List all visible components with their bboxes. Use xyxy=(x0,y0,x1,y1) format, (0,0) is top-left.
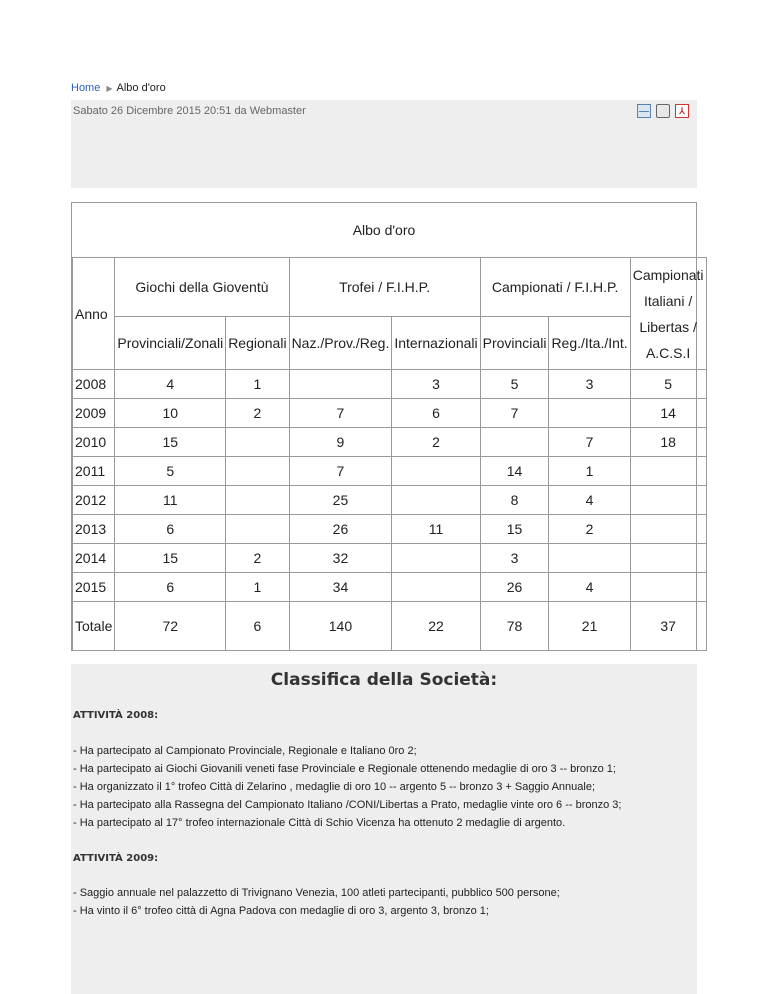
table-cell: 8 xyxy=(480,486,549,515)
year-cell: 2011 xyxy=(73,457,115,486)
breadcrumb-home-link[interactable]: Home xyxy=(71,82,101,94)
table-cell: 4 xyxy=(115,370,226,399)
group-header: Campionati / F.I.H.P. xyxy=(480,258,630,317)
table-cell: 2 xyxy=(392,428,480,457)
table-cell xyxy=(630,573,706,602)
list-item: - Ha partecipato al Campionato Provinciale, Regionale e Italiano 0ro 2; xyxy=(73,745,417,757)
table-cell: 7 xyxy=(480,399,549,428)
table-cell: 2 xyxy=(549,515,630,544)
sub-header: Reg./Ita./Int. xyxy=(549,317,630,370)
table-row xyxy=(73,515,707,544)
table-cell: 7 xyxy=(549,428,630,457)
section-2009-list xyxy=(73,884,560,920)
table-cell: 5 xyxy=(630,370,706,399)
year-cell: 2012 xyxy=(73,486,115,515)
table-cell: 26 xyxy=(289,515,392,544)
year-cell: 2008 xyxy=(73,370,115,399)
table-cell: 7 xyxy=(289,457,392,486)
table-cell xyxy=(289,370,392,399)
albo-title: Albo d'oro xyxy=(72,203,696,258)
table-row xyxy=(73,428,707,457)
breadcrumb-arrow-icon: ▶ xyxy=(106,84,113,93)
albo-doro-box xyxy=(71,202,704,651)
table-cell: 3 xyxy=(480,544,549,573)
table-cell: 11 xyxy=(392,515,480,544)
year-cell: 2010 xyxy=(73,428,115,457)
table-cell: 3 xyxy=(549,370,630,399)
table-cell: 6 xyxy=(115,515,226,544)
list-item: - Ha vinto il 6° trofeo città di Agna Padova con medaglie di oro 3, argento 3, bronzo 1; xyxy=(73,905,489,917)
total-label: Totale xyxy=(73,602,115,651)
sub-header: Provinciali/Zonali xyxy=(115,317,226,370)
sub-header: Regionali xyxy=(226,317,289,370)
table-cell xyxy=(630,457,706,486)
table-cell: 25 xyxy=(289,486,392,515)
albo-table-body xyxy=(73,370,707,602)
table-cell: 5 xyxy=(115,457,226,486)
table-cell: 15 xyxy=(115,544,226,573)
table-cell xyxy=(549,399,630,428)
table-cell: 18 xyxy=(630,428,706,457)
table-cell xyxy=(226,515,289,544)
year-cell: 2009 xyxy=(73,399,115,428)
list-item: - Ha partecipato al 17° trofeo internazionale Città di Schio Vicenza ha ottenuto 2 medaglie di argento. xyxy=(73,817,566,829)
total-cell: 37 xyxy=(630,602,706,651)
total-cell: 78 xyxy=(480,602,549,651)
table-cell: 9 xyxy=(289,428,392,457)
total-cell: 6 xyxy=(226,602,289,651)
list-item: - Ha partecipato alla Rassegna del Campionato Italiano /CONI/Libertas a Prato, medaglie vinte oro 6 -- bronzo 3; xyxy=(73,799,622,811)
anno-header: Anno xyxy=(73,258,115,370)
table-cell: 34 xyxy=(289,573,392,602)
table-cell: 4 xyxy=(549,573,630,602)
list-item: - Ha organizzato il 1° trofeo Città di Zelarino , medaglie di oro 10 -- argento 5 -- bronzo 3 + Saggio Annuale; xyxy=(73,781,595,793)
albo-table xyxy=(72,257,707,651)
table-row xyxy=(73,399,707,428)
sub-header: Naz./Prov./Reg. xyxy=(289,317,392,370)
table-cell xyxy=(549,544,630,573)
sub-header: Provinciali xyxy=(480,317,549,370)
group-header: Campionati Italiani / Libertas / A.C.S.I xyxy=(630,258,706,370)
section-heading: ATTIVITÀ 2008: xyxy=(73,710,159,721)
sub-header: Internazionali xyxy=(392,317,480,370)
list-item: - Ha partecipato ai Giochi Giovanili veneti fase Provinciale e Regionale ottenendo medaglie di oro 3 -- bronzo 1; xyxy=(73,763,616,775)
table-cell: 10 xyxy=(115,399,226,428)
group-header: Trofei / F.I.H.P. xyxy=(289,258,480,317)
group-header: Giochi della Gioventù xyxy=(115,258,289,317)
table-cell: 14 xyxy=(480,457,549,486)
table-cell xyxy=(392,457,480,486)
pdf-icon[interactable]: ⅄ xyxy=(675,104,689,118)
article-tools xyxy=(637,104,689,118)
table-cell: 1 xyxy=(226,370,289,399)
table-cell xyxy=(392,544,480,573)
table-row xyxy=(73,573,707,602)
breadcrumb xyxy=(71,82,697,94)
table-cell: 32 xyxy=(289,544,392,573)
table-cell xyxy=(392,573,480,602)
table-cell xyxy=(226,428,289,457)
table-cell xyxy=(392,486,480,515)
table-cell: 14 xyxy=(630,399,706,428)
table-cell: 5 xyxy=(480,370,549,399)
table-cell xyxy=(630,544,706,573)
breadcrumb-current: Albo d'oro xyxy=(116,82,166,94)
classifica-section xyxy=(71,664,697,994)
empty-content-box xyxy=(71,122,697,188)
total-cell: 21 xyxy=(549,602,630,651)
table-cell xyxy=(630,515,706,544)
section-2008-list xyxy=(73,742,621,832)
total-cell: 140 xyxy=(289,602,392,651)
year-cell: 2015 xyxy=(73,573,115,602)
table-cell: 2 xyxy=(226,544,289,573)
total-cell: 72 xyxy=(115,602,226,651)
print-icon[interactable] xyxy=(656,104,670,118)
table-cell xyxy=(630,486,706,515)
section-heading: ATTIVITÀ 2009: xyxy=(73,853,159,864)
table-cell xyxy=(226,486,289,515)
table-cell: 4 xyxy=(549,486,630,515)
table-cell: 15 xyxy=(115,428,226,457)
table-row xyxy=(73,457,707,486)
classifica-title: Classifica della Società: xyxy=(270,670,498,690)
table-cell: 11 xyxy=(115,486,226,515)
table-cell: 26 xyxy=(480,573,549,602)
table-cell: 1 xyxy=(226,573,289,602)
table-cell: 3 xyxy=(392,370,480,399)
year-cell: 2014 xyxy=(73,544,115,573)
article-meta xyxy=(71,100,697,122)
total-cell: 22 xyxy=(392,602,480,651)
table-cell: 7 xyxy=(289,399,392,428)
table-cell: 15 xyxy=(480,515,549,544)
table-cell xyxy=(226,457,289,486)
list-item: - Saggio annuale nel palazzetto di Trivignano Venezia, 100 atleti partecipanti, pubblico 500 persone; xyxy=(73,887,560,899)
table-cell: 2 xyxy=(226,399,289,428)
table-cell: 6 xyxy=(392,399,480,428)
table-cell: 1 xyxy=(549,457,630,486)
table-cell: 6 xyxy=(115,573,226,602)
table-row xyxy=(73,544,707,573)
year-cell: 2013 xyxy=(73,515,115,544)
table-row xyxy=(73,486,707,515)
email-icon[interactable] xyxy=(637,104,651,118)
table-row xyxy=(73,370,707,399)
table-header-row xyxy=(73,258,707,317)
table-cell xyxy=(480,428,549,457)
table-subheader-row xyxy=(73,317,707,370)
table-total-row xyxy=(73,602,707,651)
article-date-author: Sabato 26 Dicembre 2015 20:51 da Webmaster xyxy=(73,105,306,117)
